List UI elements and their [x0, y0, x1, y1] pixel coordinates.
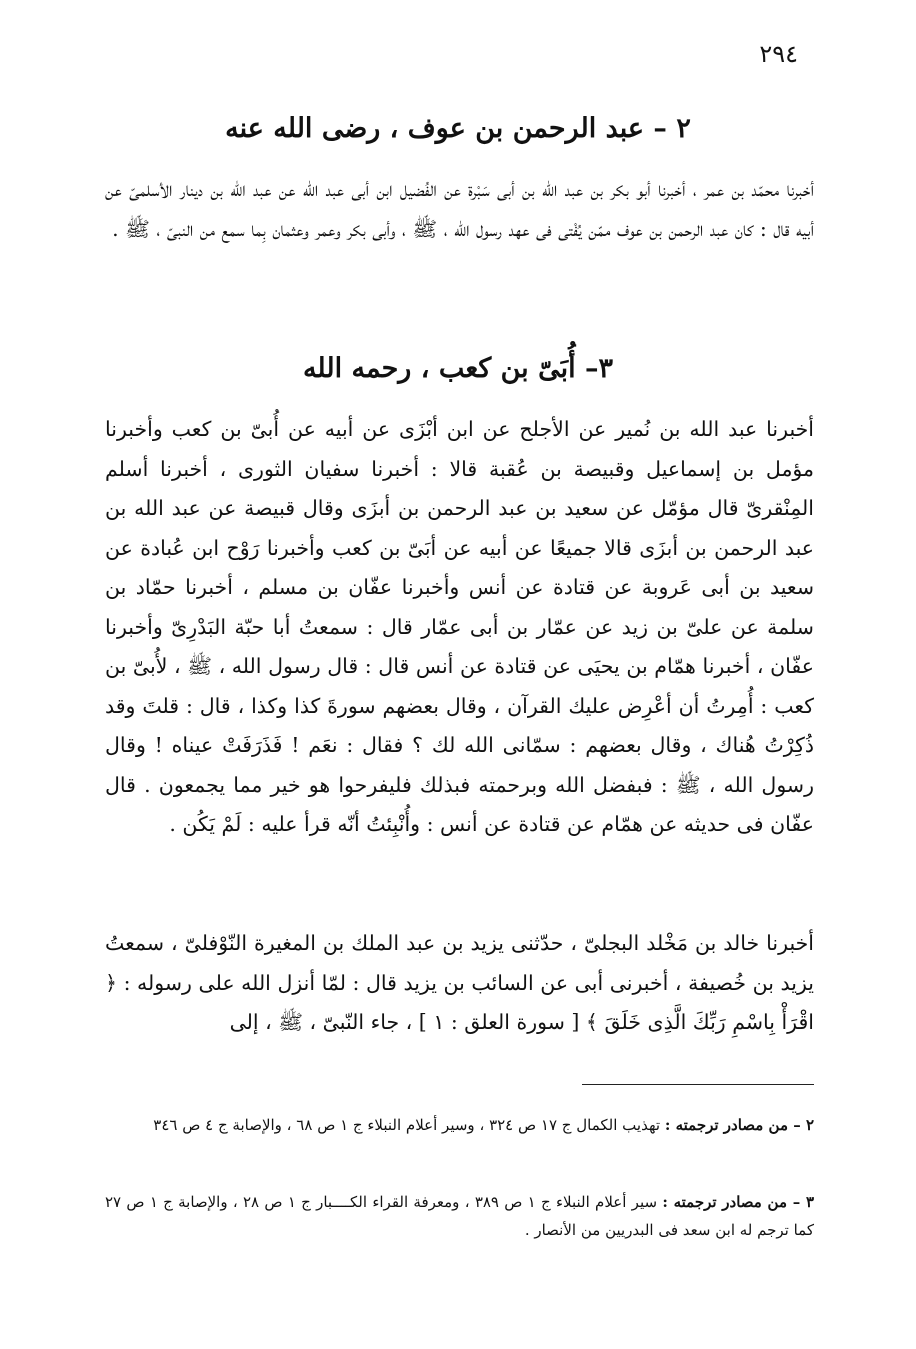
page-number: ٢٩٤: [759, 40, 798, 68]
section-heading-ubayy: ٣– أُبَىّ بن كعب ، رحمه الله: [302, 353, 614, 384]
section-paragraph-ubayy-continued: أخبرنا خالد بن مَخْلد البجلىّ ، حدّثنى يزيد بن عبد الملك بن المغيرة النّوْفلىّ ، سمعتُ يزيد بن خُصيفة ، أخبرنى أبى عن السائب بن يزيد قال : لمّا أنزل الله على رسوله : ﴿ اقْرَأْ بِاسْمِ رَبِّكَ الَّذِى خَلَقَ ﴾ [ سورة العلق : ١ ] ، جاء النّبىّ ، ﷺ ، إلى: [105, 931, 814, 1034]
footnote-1-text: تهذيب الكمال ج ١٧ ص ٣٢٤ ، وسير أعلام النبلاء ج ١ ص ٦٨ ، والإصابة ج ٤ ص ٣٤٦: [153, 1116, 665, 1134]
section-paragraph-abdulrahman: أخبرنا محمّد بن عمر ، أخبرنا أبو بكر بن عبد الله بن أبى سَبْرة عن الفُضيل ابن أبى عبد الله عن عبد الله بن دينار الأسلمىّ عن أبيه قال : كان عبد الرحمن بن عوف ممّن يُفْتى فى عهد رسول الله ، ﷺ ، وأبى بكر وعمر وعثمان بِما سمع من النبىّ ، ﷺ .: [105, 177, 814, 241]
footnote-1: [105, 1111, 814, 1139]
footnote-2-text: سير أعلام النبلاء ج ١ ص ٣٨٩ ، ومعرفة القراء الكــــبار ج ١ ص ٢٨ ، والإصابة ج ١ ص ٢٧ كما ترجم له ابن سعد فى البدريين من الأنصار .: [105, 1193, 814, 1239]
footnote-2: [105, 1188, 814, 1244]
footnote-1-label: ٢ – من مصادر ترجمته :: [664, 1116, 814, 1134]
section-heading-abdulrahman: ٢ – عبد الرحمن بن عوف ، رضى الله عنه: [225, 113, 691, 144]
footnote-divider: [582, 1084, 814, 1085]
footnote-2-label: ٣ – من مصادر ترجمته :: [662, 1193, 815, 1211]
section-paragraph-ubayy: أخبرنا عبد الله بن نُمير عن الأجلح عن ابن أبْزَى عن أبيه عن أُبىّ بن كعب وأخبرنا مؤمل بن إسماعيل وقبيصة بن عُقبة قالا : أخبرنا سفيان الثورى ، أخبرنا أسلم المِنْقرىّ قال مؤمّل عن سعيد بن عبد الرحمن بن أبزَى وقال قبيصة عن عبد الله بن عبد الرحمن بن أبزَى قالا جميعًا عن أبيه عن أبَىّ بن كعب وأخبرنا رَوْح ابن عُبادة عن سعيد بن أبى عَروبة عن قتادة عن أنس وأخبرنا عفّان بن مسلم ، أخبرنا حمّاد بن سلمة عن علىّ بن زيد عن عمّار بن أبى عمّار قال : سمعتُ أبا حبّة البَدْرِىّ وأخبرنا عفّان ، أخبرنا همّام بن يحيَى عن قتادة عن أنس قال : قال رسول الله ، ﷺ ، لأُبىّ بن كعب : أُمِرتُ أن أعْرِض عليك القرآن ، وقال بعضهم سورةَ كذا وكذا ، قال : قلتَ وقد ذُكِرْتُ هُناك ، وقال بعضهم : سمّانى الله لك ؟ فقال : نعَم ! فَذَرَفَتْ عيناه ! وقال رسول الله ، ﷺ : فبفضل الله وبرحمته فبذلك فليفرحوا هو خير مما يجمعون . قال عفّان فى حديثه عن همّام عن قتادة عن أنس : وأُنْبِئتُ أنّه قرأ عليه : لَمْ يَكُن .: [105, 417, 814, 836]
